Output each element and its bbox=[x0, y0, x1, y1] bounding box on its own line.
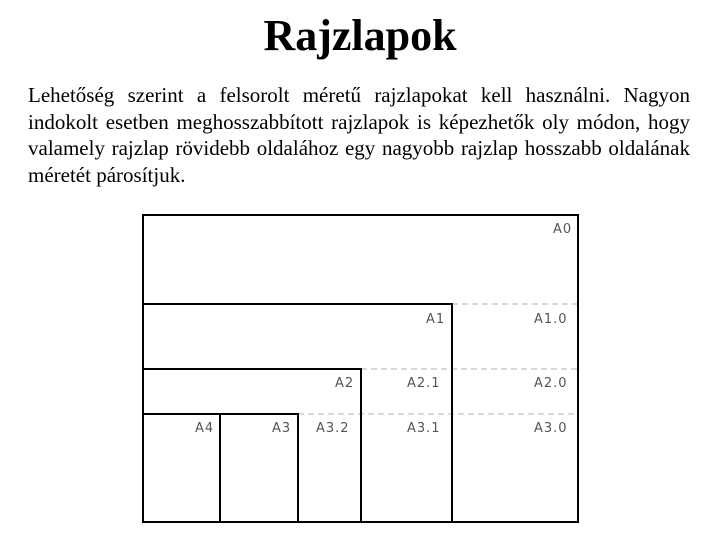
label-a1-0: A1.0 bbox=[534, 312, 568, 327]
body-paragraph: Lehetőség szerint a felsorolt méretű rajzlapokat kell használni. Nagyon indokolt esetben meghosszabbított rajzlapok is képezhetők oly módon, hogy valamely rajzlap rövidebb oldalához egy nagyobb rajzlap hosszabb oldalának méretét párosítjuk. bbox=[28, 83, 690, 187]
label-a2-1: A2.1 bbox=[407, 376, 441, 391]
label-a2-0: A2.0 bbox=[534, 376, 568, 391]
label-a0: A0 bbox=[553, 222, 573, 237]
label-a2: A2 bbox=[335, 376, 355, 391]
label-a1: A1 bbox=[426, 312, 446, 327]
label-a4: A4 bbox=[195, 421, 215, 436]
page-title: Rajzlapok bbox=[263, 11, 457, 60]
label-a3-1: A3.1 bbox=[407, 421, 441, 436]
label-a3: A3 bbox=[272, 421, 292, 436]
label-a3-2: A3.2 bbox=[316, 421, 350, 436]
sheet-a2-frame bbox=[143, 369, 361, 522]
label-a3-0: A3.0 bbox=[534, 421, 568, 436]
